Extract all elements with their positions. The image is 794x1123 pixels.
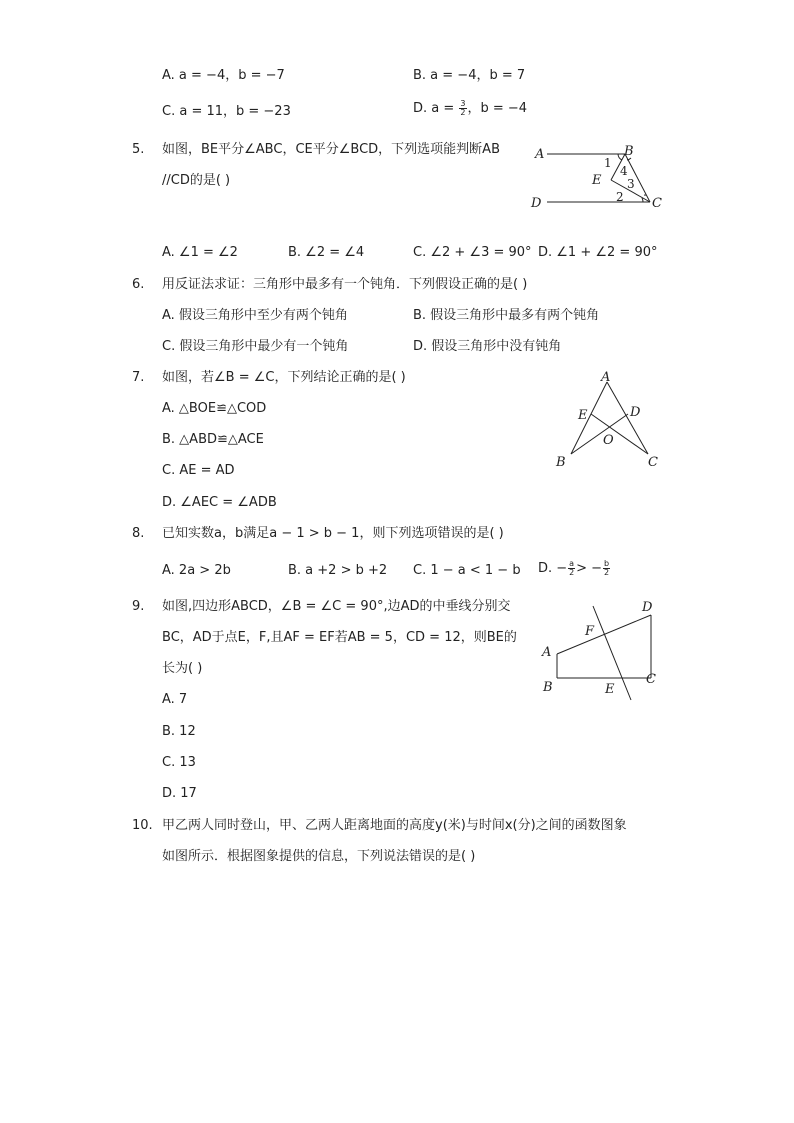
q7-stem: 如图，若∠B = ∠C，下列结论正确的是( ) <box>162 370 406 385</box>
q9-stem-line3: 长为( ) <box>162 661 203 676</box>
label-b: B <box>624 144 634 159</box>
q9-stem-line2: BC，AD于点E，F,且AF = EF若AB = 5，CD = 12，则BE的 <box>162 630 517 645</box>
angle-1: 1 <box>604 156 612 170</box>
q5-option-a: A. ∠1 = ∠2 <box>162 245 238 260</box>
label-e: E <box>578 408 588 423</box>
q4-option-b: B. a = −4，b = 7 <box>413 68 526 83</box>
label-c: C <box>648 455 658 470</box>
label-c: C <box>646 672 656 687</box>
q5-option-c: C. ∠2 + ∠3 = 90° <box>413 245 532 260</box>
q4-option-c: C. a = 11，b = −23 <box>162 104 291 119</box>
q7-option-a: A. △BOE≌△COD <box>162 401 267 416</box>
angle-3: 3 <box>627 177 635 191</box>
q9-option-d: D. 17 <box>162 786 197 801</box>
q6-stem: 用反证法求证：三角形中最多有一个钝角．下列假设正确的是( ) <box>162 277 528 292</box>
q5-option-b: B. ∠2 = ∠4 <box>288 245 365 260</box>
label-a: A <box>535 147 545 162</box>
q8-option-c: C. 1 − a < 1 − b <box>413 563 521 578</box>
label-c: C <box>652 196 662 211</box>
q7-number: 7. <box>132 370 145 385</box>
label-f: F <box>585 624 595 639</box>
q7-figure <box>548 368 668 474</box>
q5-stem-line2: //CD的是( ) <box>162 173 231 188</box>
q8-option-a: A. 2a > 2b <box>162 563 231 578</box>
label-a: A <box>542 645 552 660</box>
q5-stem-line1: 如图，BE平分∠ABC，CE平分∠BCD，下列选项能判断AB <box>162 142 500 157</box>
q10-number: 10. <box>132 818 153 833</box>
q9-option-b: B. 12 <box>162 724 196 739</box>
q7-option-b: B. △ABD≌△ACE <box>162 432 264 447</box>
q10-stem-line1: 甲乙两人同时登山，甲、乙两人距离地面的高度y(米)与时间x(分)之间的函数图象 <box>162 818 627 833</box>
q6-option-d: D. 假设三角形中没有钝角 <box>413 339 562 354</box>
label-a: A <box>601 370 611 385</box>
q9-number: 9. <box>132 599 145 614</box>
q9-option-c: C. 13 <box>162 755 196 770</box>
q10-stem-line2: 如图所示．根据图象提供的信息，下列说法错误的是( ) <box>162 849 476 864</box>
q9-figure <box>535 598 665 704</box>
label-d: D <box>642 600 653 615</box>
q7-option-d: D. ∠AEC = ∠ADB <box>162 495 277 510</box>
q6-number: 6. <box>132 277 145 292</box>
q9-option-a: A. 7 <box>162 692 188 707</box>
q6-option-c: C. 假设三角形中最少有一个钝角 <box>162 339 349 354</box>
label-e: E <box>605 682 615 697</box>
q6-option-a: A. 假设三角形中至少有两个钝角 <box>162 308 348 323</box>
q8-option-d: D. − $\frac{a}{2}$ > − $\frac{b}{2}$ <box>538 559 610 577</box>
angle-4: 4 <box>620 164 628 178</box>
angle-2: 2 <box>616 190 624 204</box>
label-d: D <box>630 405 641 420</box>
q9-stem-line1: 如图,四边形ABCD，∠B = ∠C = 90°,边AD的中垂线分别交 <box>162 599 511 614</box>
q8-number: 8. <box>132 526 145 541</box>
q4-option-d: D. a = $\frac{3}{2}$ ，b = −4 <box>413 99 528 117</box>
q4-option-a: A. a = −4，b = −7 <box>162 68 285 83</box>
q5-option-d: D. ∠1 + ∠2 = 90° <box>538 245 658 260</box>
label-d: D <box>531 196 542 211</box>
q8-stem: 已知实数a，b满足a − 1 > b − 1，则下列选项错误的是( ) <box>162 526 504 541</box>
q5-figure <box>525 138 670 216</box>
q6-option-b: B. 假设三角形中最多有两个钝角 <box>413 308 600 323</box>
line-ab <box>571 382 607 454</box>
q7-option-c: C. AE = AD <box>162 463 235 478</box>
label-b: B <box>556 455 566 470</box>
q8-option-b: B. a +2 > b +2 <box>288 563 388 578</box>
label-o: O <box>603 433 614 448</box>
q5-number: 5. <box>132 142 145 157</box>
label-e: E <box>592 173 602 188</box>
label-b: B <box>543 680 553 695</box>
